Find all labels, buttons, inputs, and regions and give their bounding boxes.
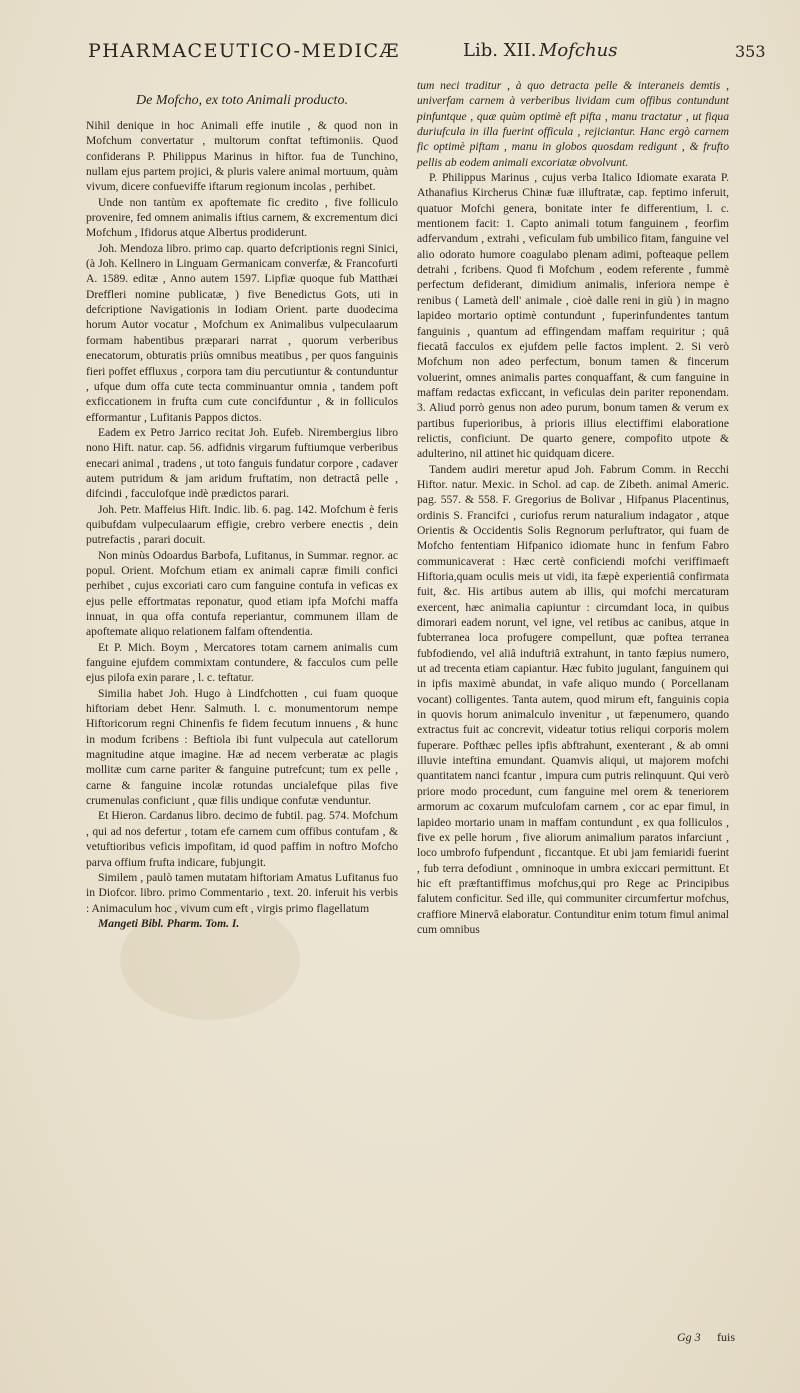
book-number: Lib. XII. xyxy=(463,40,537,61)
catchword: fuis xyxy=(717,1330,735,1344)
left-column xyxy=(86,80,398,931)
running-head xyxy=(0,40,800,74)
running-subject: Mofchus xyxy=(539,40,618,61)
paragraph: Non minùs Odoardus Barbofa, Lufitanus, in Summar. regnor. ac popul. Orient. Mofchum etiam ex animali capræ fimili confici perhibet , cujus excoriati caro cum fanguine contufa in veficas ex ejus pelle effortmatas reponatur, quod etiam ipfa Mofchi maffa innuat, in qua offa contufa reperiantur, communem illam de apoftemate aliquo relationem falfam oftendentia. xyxy=(86,548,398,639)
paragraph: Joh. Petr. Maffeius Hift. Indic. lib. 6. pag. 142. Mofchum è feris quibufdam vulpeculaarum effigie, crebro verbere enectis , dein putrefactis , parari docuit. xyxy=(86,502,398,547)
paragraph: Similem , paulò tamen mutatam hiftoriam Amatus Lufitanus fuo in Diofcor. libro. primo Commentario , text. 20. inferuit his verbis : Animaculum hoc , vivum cum eft , virgis primo flagellatum xyxy=(86,870,398,915)
footer-signature: Mangeti Bibl. Pharm. Tom. I. xyxy=(98,916,240,930)
paragraph: Et P. Mich. Boym , Mercatores totam carnem animalis cum fanguine ejufdem commixtam contundere, & facculos cum pelle ejus pilofa exin parare , l. c. teftatur. xyxy=(86,640,398,685)
paragraph: Et Hieron. Cardanus libro. decimo de fubtil. pag. 574. Mofchum , qui ad nos defertur , totam efe carnem cum offibus contufam , & vetuftioribus veficis impofitam, id quod paffim in noftro Mofcho parva offium frufta indicare, fubjungit. xyxy=(86,809,398,869)
section-title: De Mofcho, ex toto Animali producto. xyxy=(136,93,348,108)
page-number: 353 xyxy=(735,42,766,61)
catchline xyxy=(417,1330,735,1346)
running-title: PHARMACEUTICO-MEDICÆ xyxy=(88,40,401,62)
paragraph: tum neci traditur , à quo detracta pelle & interaneis demtis , univerfam carnem à verberibus lividam cum offibus contundunt pinfuntque , quæ quùm optimè eft pifta , manu tractatur , ut fiqua duriufcula in illa fuerint officula , rejiciantur. Hanc ergò carnem fic optimè piftam , manu in globos quosdam redigunt , & frufto pellis ab eodem animali excoriatæ obvolvunt. xyxy=(417,79,729,169)
paragraph: Unde non tantùm ex apoftemate fic credito , five folliculo provenire, fed omnem animalis iftius carnem, & excrementum dici Mofchum , Ifidorus atque Albertus prodiderunt. xyxy=(86,195,398,240)
paragraph: P. Philippus Marinus , cujus verba Italico Idiomate exarata P. Athanafius Kircherus Chinæ fuæ illuftratæ, cap. feptimo inferuit, quatuor Mofchi genera, bonitate inter fe differentium, l. c. mentionem facit: 1. Capto animali totum fanguinem , feorfim adfervandum , extrahi , veficulam fub umbilico fitam, fanguine vel alio odorato humore coagulabo plenam adimi, pofteaque pellem detrahi , fcribens. Quod fi Mofchum , eodem referente , fummè perfectum defiderant, dimidium animalis, inferiora nempe è renibus ( Lametà dell' animale , cioè dalle reni in giù ) in magno lapideo mortario optimè contundunt , fuperinfundentes tantum fanguinis , quantum ad effingendam maffam requiritur ; quâ fiecatâ facculos ex ejufdem pelle factos implent. 2. Si verò Mofchum non adeo perfectum, bonum tamen & fincerum voluerint, omnes animalis partes conquaffant, & cum fanguine in maffam redactas exficcant, in veficulas dein pariter reponendam. 3. Aliud porrò genus non adeo purum, bonum tamen & verum ex partibus fuperioribus, à prioris illius electiffimi elaboratione relictis, conficiunt. De quarto genere, compofito utpote & adulterino, nil attinet hic quidquam dicere. xyxy=(417,171,729,461)
paragraph: Tandem audiri meretur apud Joh. Fabrum Comm. in Recchi Hiftor. natur. Mexic. in Schol. ad cap. de Zibeth. animal Americ. pag. 557. & 558. F. Gregorius de Bolivar , Hifpanus Placentinus, ordinis S. Francifci , curiofus rerum naturalium indagator , atque Orientis & Occidentis Solis Regnorum perluftrator, qui fuam de Mofcho fententiam Hifpanico idiomate hunc in fenfum Fabro communicaverat : Hæc certè conficiendi mofchi veriffimaeft Hiftoria,quam oculis meis ut vidi, ita fæpè experientiâ confirmata fuit, &c. His artibus autem ab illis, qui mofchi mercaturam exercent, hæc animalia capiuntur : circumdant loca, in quibus dimorari eadem norunt, vel igne, vel retibus ac canibus, atque in fubterranea loca profugere compellunt, quæ poftea terranea fubfodiendo, vel aliâ induftriâ extrahunt, in tanto fæpius numero, ut ad trecenta etiam capiantur. Hæc fubito jugulant, fanguinem qui in ipfis maximè abundat, in vafe aliquo mundo ( Porcellanam vocant) colligentes. Tanta autem, quod mirum eft, fanguinis copia in quovis horum animalculo invenitur , ut fæpenumero, quando extractus fuit ac concrevit, videatur totius reliqui corporis molem fuperare. Pofthæc pelles ipfis abftrahunt, exenterant , & ab omni illuvie inteftina emundant. Quamvis aliqui, ut majorem mofchi quantitatem nanci fcantur , impura cum putris relinquunt. Qui verò priore modo procedunt, cum fanguine mel orem & teneriorem armorum ac coxarum mufculofam carnem , cor ac epar fimul, in lapideo mortario unam in maffam contundunt , ex qua folliculos , five ex pelle horum , five aliorum animalium paratos infarciunt , loco umbrofo fufpendunt , ficcantque. Et ubi jam femiaridi fuerint , fub terra defodiunt , omninoque in umbra exiccari permittunt. Et hic eft præftantiffimus mofchus,qui pro Rege ac Principibus falutem conficitur. Sed ille, qui communiter circumfertur mofchus, craffiore Minervâ elaboratur. Contunditur enim totum fimul animal cum omnibus xyxy=(417,462,729,936)
paragraph: Similia habet Joh. Hugo à Lindfchotten , cui fuam quoque hiftoriam debet Henr. Salmuth. l. c. monumentorum nempe Hiftoricorum regni Chinenfis fe fidem fecutum innuens , & hunc in modum fcribens : Beftiola ibi funt vulpecula aut catellorum magnitudine atque imagine. Hæ ad necem verberatæ ac plagis mollitæ cum carne pariter & fanguine putrefcunt; tum ex pelle , carne & fanguine incolæ rotundas uncialefque pilas five crumenulas conficiunt , quæ filis undique confutæ venduntur. xyxy=(86,686,398,808)
paragraph: Eadem ex Petro Jarrico recitat Joh. Eufeb. Nirembergius libro nono Hift. natur. cap. 56. adfidnis virgarum fuftiumque verberibus enecari animal , tradens , ut toto fanguis fundatur corpore , cadaver autem putridum & jam aridum fruftatim, non detractâ pelle , difcindi , facculofque indè prædictos parari. xyxy=(86,425,398,501)
paragraph: Joh. Mendoza libro. primo cap. quarto defcriptionis regni Sinici, (à Joh. Kellnero in Linguam Germanicam converfæ, & Francofurti A. 1589. editæ , Anno autem 1597. Lipfiæ quoque fub Matthæi Dreffleri nomine publicatæ, ) five Benedictus Gots, uti in defcriptione Navigationis in Iodiam Orient. parte duodecima horum Autor vocatur , Mofchum ex Animalibus vulpeculaarum formam habentibus præparari narrat , quorum verberibus enecatorum, obturatis priùs omnibus meatibus , per quos fanguinis fieri poffet effluxus , corpora tam diu percutiuntur & contunduntur , ufque dum offa cute tecta comminuantur omnia , tandem poft exficcationem in frufta cum cute concifduntur , & in folliculos efformantur , Lufitanis Pappos dictos. xyxy=(86,241,398,424)
right-column xyxy=(417,78,729,937)
paragraph: Nihil denique in hoc Animali effe inutile , & quod non in Mofchum convertatur , multorum conftat teftimoniis. Quod confiderans P. Philippus Marinus in hiftor. fua de Tunchino, nullam ejus partem projici, & pluris valere animal mortuum, quàm vivum, dicere confueviffe iftarum regionum incolas , perhibet. xyxy=(86,119,398,194)
signature-mark: Gg 3 xyxy=(677,1330,701,1344)
